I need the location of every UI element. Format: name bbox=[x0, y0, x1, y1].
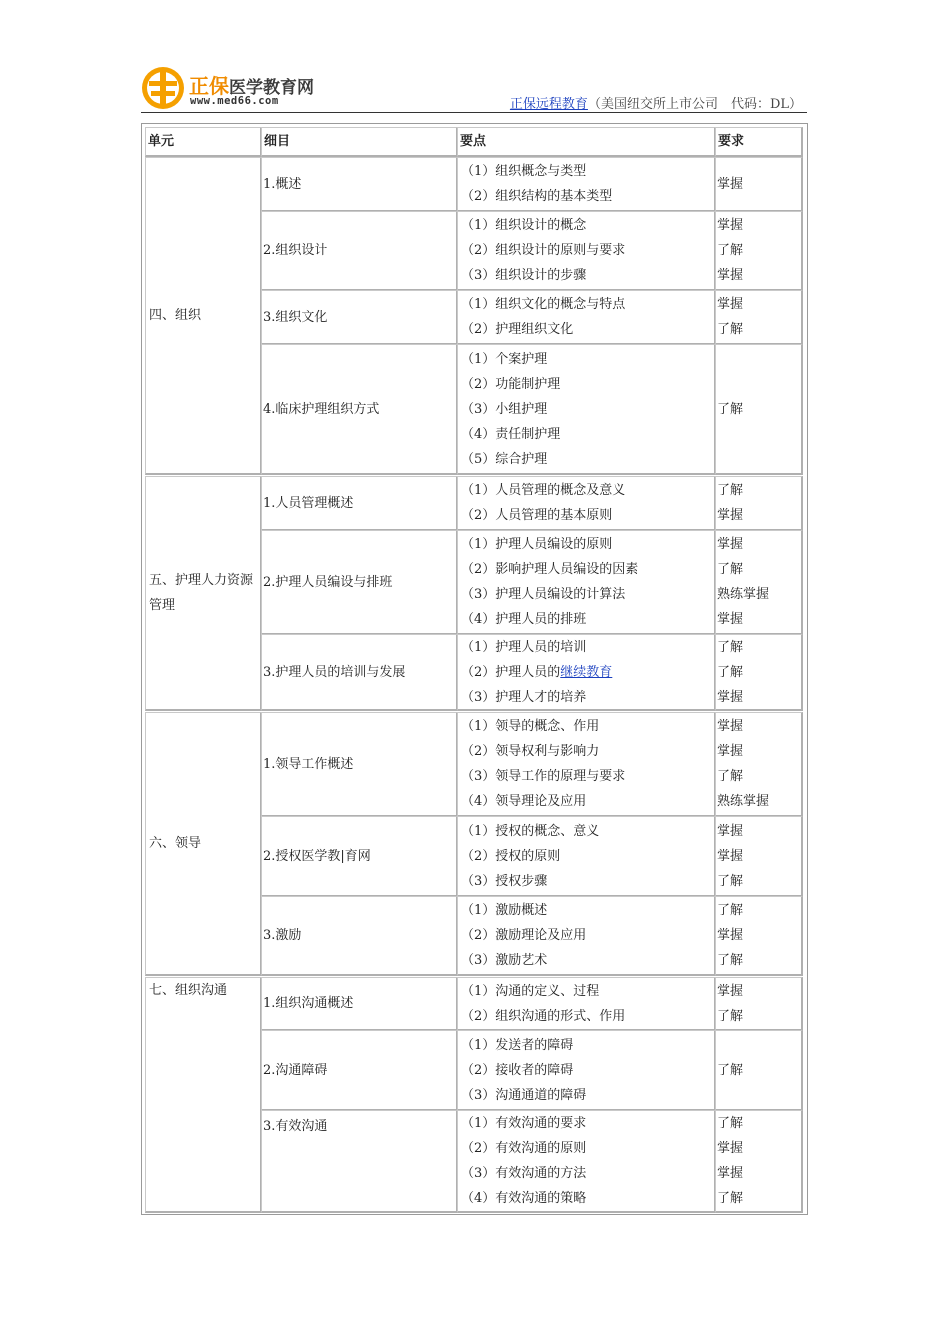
requirement-item: 了解 bbox=[717, 953, 744, 968]
column-header-requirement: 要求 bbox=[715, 127, 803, 157]
points-cell bbox=[457, 816, 716, 897]
detail-label: 2.授权医学教|育网 bbox=[263, 848, 371, 864]
logo-url: www.med66.com bbox=[190, 95, 279, 107]
point-item: （3）护理人员编设的计算法 bbox=[461, 587, 626, 602]
requirement-item: 了解 bbox=[717, 243, 744, 258]
points-cell bbox=[457, 896, 716, 976]
requirement-item: 了解 bbox=[717, 562, 744, 577]
requirement-item: 掌握 bbox=[717, 719, 744, 734]
point-item: （3）授权步骤 bbox=[461, 873, 548, 889]
point-item: （2）人员管理的基本原则 bbox=[461, 508, 613, 523]
unit-cell bbox=[145, 712, 262, 976]
requirement-item: 掌握 bbox=[717, 848, 744, 864]
requirement-item: 掌握 bbox=[717, 1166, 744, 1181]
points-cell bbox=[457, 290, 716, 345]
requirement-cell bbox=[715, 290, 803, 345]
points-cell bbox=[457, 344, 716, 475]
point-item: （3）小组护理 bbox=[461, 401, 548, 417]
point-item: （1）领导的概念、作用 bbox=[461, 719, 600, 734]
syllabus-table bbox=[141, 123, 808, 1215]
point-item: （1）激励概述 bbox=[461, 903, 548, 918]
point-item: （3）护理人才的培养 bbox=[461, 689, 587, 705]
detail-label: 3.激励 bbox=[263, 928, 302, 943]
requirement-item: 了解 bbox=[717, 873, 744, 889]
point-item: （2）功能制护理 bbox=[461, 376, 561, 392]
column-header-points: 要点 bbox=[457, 127, 716, 157]
point-item: （1）个案护理 bbox=[461, 351, 548, 367]
point-item: （1）授权的概念、意义 bbox=[461, 823, 600, 839]
point-item: （1）护理人员的培训 bbox=[461, 639, 587, 655]
requirement-cell bbox=[715, 1030, 803, 1111]
requirement-cell bbox=[715, 712, 803, 817]
requirement-item: 了解 bbox=[717, 1191, 744, 1206]
point-item: （1）沟通的定义、过程 bbox=[461, 983, 600, 999]
point-item: （1）发送者的障碍 bbox=[461, 1037, 574, 1053]
requirement-item: 掌握 bbox=[717, 928, 744, 943]
point-item: （1）组织概念与类型 bbox=[461, 164, 587, 179]
point-item: （2）组织设计的原则与要求 bbox=[461, 243, 626, 258]
detail-cell bbox=[261, 476, 458, 531]
point-item: （3）组织设计的步骤 bbox=[461, 268, 587, 283]
requirement-cell bbox=[715, 896, 803, 976]
column-header-unit: 单元 bbox=[145, 127, 262, 157]
requirement-cell bbox=[715, 476, 803, 531]
logo-name-rest: 医学教育网 bbox=[229, 78, 314, 98]
detail-label: 3.护理人员的培训与发展 bbox=[263, 664, 406, 680]
requirement-cell bbox=[715, 344, 803, 475]
detail-cell bbox=[261, 977, 458, 1031]
detail-cell bbox=[261, 344, 458, 475]
point-item: （3）领导工作的原理与要求 bbox=[461, 769, 626, 784]
detail-label: 3.有效沟通 bbox=[263, 1119, 328, 1134]
header-company bbox=[510, 93, 802, 112]
requirement-item: 掌握 bbox=[717, 508, 744, 523]
requirement-item: 熟练掌握 bbox=[717, 587, 770, 602]
point-item: （2）护理组织文化 bbox=[461, 322, 574, 337]
requirement-item: 熟练掌握 bbox=[717, 794, 770, 809]
column-header-detail: 细目 bbox=[261, 127, 458, 157]
continuing-education-link[interactable]: 继续教育 bbox=[560, 664, 613, 680]
point-item: （2）授权的原则 bbox=[461, 848, 561, 864]
point-item: （2）组织结构的基本类型 bbox=[461, 189, 613, 204]
unit-label: 五、护理人力资源管理 bbox=[149, 573, 254, 613]
points-cell bbox=[457, 712, 716, 817]
point-item: （2）激励理论及应用 bbox=[461, 928, 587, 943]
unit-label: 六、领导 bbox=[149, 836, 202, 851]
requirement-cell bbox=[715, 157, 803, 212]
requirement-item: 掌握 bbox=[717, 297, 744, 312]
detail-label: 4.临床护理组织方式 bbox=[263, 401, 380, 417]
unit-cell bbox=[145, 157, 262, 475]
point-item: （3）有效沟通的方法 bbox=[461, 1166, 587, 1181]
requirement-item: 了解 bbox=[717, 401, 744, 417]
requirement-item: 掌握 bbox=[717, 537, 744, 552]
logo-name-highlight: 正保 bbox=[189, 74, 229, 98]
requirement-item: 了解 bbox=[717, 639, 744, 655]
requirement-cell bbox=[715, 211, 803, 291]
requirement-cell bbox=[715, 1110, 803, 1213]
detail-label: 2.沟通障碍 bbox=[263, 1062, 328, 1078]
points-cell bbox=[457, 211, 716, 291]
detail-label: 1.组织沟通概述 bbox=[263, 996, 354, 1011]
detail-label: 3.组织文化 bbox=[263, 309, 328, 325]
requirement-item: 了解 bbox=[717, 483, 744, 498]
point-item: （1）组织设计的概念 bbox=[461, 218, 587, 233]
requirement-item: 了解 bbox=[717, 1008, 744, 1024]
point-item: （1）有效沟通的要求 bbox=[461, 1116, 587, 1131]
point-item: （2）有效沟通的原则 bbox=[461, 1141, 587, 1156]
requirement-item: 掌握 bbox=[717, 268, 744, 283]
requirement-item: 了解 bbox=[717, 664, 744, 680]
detail-label: 1.人员管理概述 bbox=[263, 495, 354, 511]
detail-cell bbox=[261, 157, 458, 212]
point-item: （2）领导权利与影响力 bbox=[461, 744, 600, 759]
requirement-item: 掌握 bbox=[717, 689, 744, 705]
points-cell bbox=[457, 634, 716, 711]
point-item: （3）沟通通道的障碍 bbox=[461, 1087, 587, 1103]
point-item: （4）责任制护理 bbox=[461, 426, 561, 442]
point-item: （3）激励艺术 bbox=[461, 953, 548, 968]
requirement-item: 掌握 bbox=[717, 612, 744, 627]
point-item: （4）护理人员的排班 bbox=[461, 612, 587, 627]
requirement-item: 掌握 bbox=[717, 983, 744, 999]
points-cell bbox=[457, 1030, 716, 1111]
points-cell bbox=[457, 530, 716, 635]
detail-cell bbox=[261, 211, 458, 291]
points-cell bbox=[457, 157, 716, 212]
logo[interactable] bbox=[141, 64, 331, 114]
detail-label: 2.护理人员编设与排班 bbox=[263, 574, 393, 590]
point-item: （2）接收者的障碍 bbox=[461, 1062, 574, 1078]
requirement-item: 掌握 bbox=[717, 744, 744, 759]
points-cell bbox=[457, 977, 716, 1031]
detail-cell bbox=[261, 290, 458, 345]
requirement-item: 了解 bbox=[717, 903, 744, 918]
point-prefix: （2）护理人员的 bbox=[461, 664, 561, 680]
detail-cell bbox=[261, 816, 458, 897]
requirement-item: 掌握 bbox=[717, 218, 744, 233]
detail-cell bbox=[261, 530, 458, 635]
unit-cell bbox=[145, 476, 262, 711]
requirement-item: 了解 bbox=[717, 769, 744, 784]
detail-label: 1.领导工作概述 bbox=[263, 756, 354, 772]
requirement-item: 掌握 bbox=[717, 176, 744, 192]
unit-label: 七、组织沟通 bbox=[149, 983, 228, 998]
requirement-item: 掌握 bbox=[717, 1141, 744, 1156]
requirement-cell bbox=[715, 816, 803, 897]
points-cell bbox=[457, 1110, 716, 1213]
detail-cell bbox=[261, 1110, 458, 1213]
unit-label: 四、组织 bbox=[149, 308, 202, 323]
header-divider bbox=[141, 112, 807, 113]
requirement-cell bbox=[715, 634, 803, 711]
requirement-cell bbox=[715, 530, 803, 635]
requirement-item: 了解 bbox=[717, 1062, 744, 1078]
point-item-with-link bbox=[461, 660, 714, 685]
unit-cell bbox=[145, 977, 262, 1213]
detail-cell bbox=[261, 634, 458, 711]
point-item: （5）综合护理 bbox=[461, 451, 548, 467]
point-item: （1）人员管理的概念及意义 bbox=[461, 483, 626, 498]
point-item: （2）组织沟通的形式、作用 bbox=[461, 1008, 626, 1024]
point-item: （4）领导理论及应用 bbox=[461, 794, 587, 809]
detail-cell bbox=[261, 896, 458, 976]
requirement-cell bbox=[715, 977, 803, 1031]
point-item: （1）护理人员编设的原则 bbox=[461, 537, 613, 552]
company-note: （美国纽交所上市公司 代码：DL） bbox=[587, 97, 802, 112]
page-header bbox=[141, 64, 808, 114]
point-item: （2）影响护理人员编设的因素 bbox=[461, 562, 639, 577]
point-item: （4）有效沟通的策略 bbox=[461, 1191, 587, 1206]
requirement-item: 了解 bbox=[717, 322, 744, 337]
company-link[interactable]: 正保远程教育 bbox=[509, 97, 588, 112]
detail-cell bbox=[261, 712, 458, 817]
requirement-item: 掌握 bbox=[717, 823, 744, 839]
points-cell bbox=[457, 476, 716, 531]
detail-label: 2.组织设计 bbox=[263, 243, 328, 258]
point-item: （1）组织文化的概念与特点 bbox=[461, 297, 626, 312]
logo-icon bbox=[141, 66, 185, 110]
requirement-item: 了解 bbox=[717, 1116, 744, 1131]
detail-cell bbox=[261, 1030, 458, 1111]
detail-label: 1.概述 bbox=[263, 176, 302, 192]
